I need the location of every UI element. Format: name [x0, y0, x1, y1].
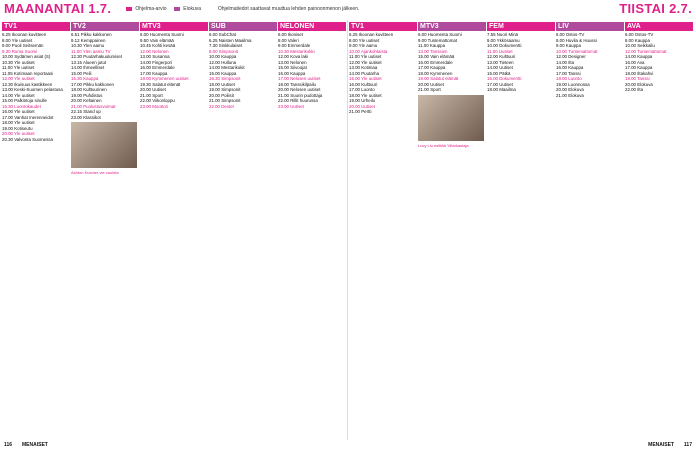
program-listing: 18.00 Kymmenen	[418, 70, 453, 76]
program-listing: 18.00 Kulttuurinen	[71, 87, 107, 92]
program-listing: 6.51 Pikku kakkonen	[71, 32, 112, 37]
channel-header: LIV	[556, 22, 624, 31]
program-listing: 19.30 Salatut elämät	[140, 81, 181, 87]
channel-header: TV1	[2, 22, 70, 31]
photo-caption: Lucy Liu esittää Ylitarkastaja	[418, 142, 469, 148]
program-listing: 10.00 Tuntemattomat	[556, 48, 598, 54]
left-brand: MENAISET	[22, 442, 48, 448]
program-listing: 14.00 Ilta	[556, 59, 575, 65]
channel-column-2	[487, 20, 555, 93]
program-listing: 19.00 Puhdistus	[71, 92, 103, 98]
program-listing: 19.00 Urheilu	[349, 98, 376, 103]
program-listing: 9.12 Kemppainen	[71, 37, 106, 43]
program-listing: 15.30 Luontokaudet	[2, 103, 41, 109]
program-listing: 12.00 Designer	[556, 54, 586, 59]
program-listing: 6.25 Ikoonan kuvitteen	[2, 32, 47, 37]
day-title-monday: MAANANTAI 1.7.	[4, 1, 112, 16]
program-listing: 11.00 Yle uutiset	[349, 54, 382, 59]
right-page-number: 117	[683, 442, 692, 448]
program-listing: 8.00 Huvila & Huussi	[556, 37, 597, 43]
page-header	[0, 0, 696, 20]
program-listing: 12.00 Hulluna	[209, 59, 237, 65]
program-listing: 17.00 Luonto	[349, 87, 375, 92]
channel-column-0	[349, 20, 417, 115]
program-listing: 9.00 Yle aamu	[349, 43, 378, 48]
program-listing: 12.00 Yle uutiset	[2, 76, 35, 81]
program-listing: 12.30 Ikuisuus kastikkeen	[2, 81, 53, 87]
program-listing: 19.00 Kotiseutu	[2, 125, 33, 131]
program-listing: 10.30 Mestarikokki	[278, 48, 315, 54]
program-listing: 10.00 Dokumentti	[487, 43, 522, 48]
program-listing: 13.00 Keski-Suomen pelastusa	[2, 87, 63, 92]
program-listing: 6.00 Ikoniset	[278, 32, 303, 37]
program-listing: 6.00 Ostos-TV	[556, 32, 585, 37]
legend-rating-label: Ohjelma-arvio	[135, 6, 167, 12]
program-listing: 10.45 Kohti kesää	[140, 43, 176, 48]
program-listing: 13.15 Alueen jutut	[71, 59, 107, 65]
day-title-tuesday: TIISTAI 2.7.	[619, 1, 692, 16]
program-listing: 18.00 Uutiset	[209, 81, 235, 87]
program-listing: 18.00 Luonto	[556, 76, 582, 81]
program-listing: 21.00 Sport	[140, 92, 163, 98]
program-listing: 17.00 Pikku kakkonen	[71, 81, 114, 87]
program-listing: 13.00 Nelonen	[278, 59, 307, 65]
program-listing: 19.00 Salatut elämät	[418, 76, 459, 81]
program-listing: 8.00 Kauppa	[625, 37, 650, 43]
program-listing: 11.00 Yle uutiset	[2, 65, 35, 70]
program-listing: 21.00 Simpsonit	[209, 98, 241, 103]
program-listing: 14.00 Kauppa	[625, 54, 653, 59]
channel-header: AVA	[625, 22, 693, 31]
program-listing: 23.00 Uutiset	[278, 103, 304, 109]
program-listing: 7.30 Sinkkulaiset	[209, 43, 243, 48]
program-listing: 20.00 Yle uutiset	[2, 131, 35, 136]
program-listing: 9.00 Puoli Seitsemän	[2, 43, 44, 48]
program-listing: 6.00 Ostos-TV	[625, 32, 654, 37]
program-listing: 16.00 Emmerdale	[140, 65, 175, 70]
program-listing: 21.00 Puolustusvoimat	[71, 103, 116, 109]
program-listing: 17.00 Vanhat merenneidot	[2, 114, 54, 120]
channel-column-3	[556, 20, 624, 98]
program-listing: 18.00 Kymmenen uutiset	[140, 76, 189, 81]
program-listing: 19.00 Luonnossa	[556, 81, 590, 87]
program-listing: 15.00 Vain elämää	[418, 54, 455, 59]
program-listing: 9.00 Ykkösaamu	[487, 37, 520, 43]
program-listing: 10.30 Yle uutiset	[2, 59, 35, 65]
program-listing: 17.00 Tanssi	[556, 70, 581, 76]
program-listing: 9.00 Kauppa	[556, 43, 581, 48]
channel-header: MTV3	[418, 22, 486, 31]
program-listing: 16.00 Kulttuuri	[349, 81, 378, 87]
left-page	[2, 20, 348, 440]
program-listing: 21.00 Sport	[418, 87, 441, 92]
program-listing: 6.00 SubChat	[209, 32, 236, 37]
program-listing: 13.00 Susanna	[140, 54, 170, 59]
channel-column-3	[209, 20, 277, 109]
program-listing: 14.00 Puutarha	[349, 70, 380, 76]
program-listing: 16.00 Kauppa	[278, 70, 306, 76]
legend-note-label: Ohjelmatiedot saattavat muuttua lehden painoonmenon jälkeen.	[217, 6, 360, 12]
program-listing: 11.05 Kotimaan reportaasi	[2, 70, 54, 76]
program-listing: 14.00 Mestarikokit	[209, 65, 245, 70]
program-listing: 22.00 Rillit huurussa	[278, 98, 318, 103]
program-listing: 20.00 Uutiset	[418, 81, 444, 87]
program-listing: 15.00 Pätkä	[487, 70, 511, 76]
program-listing: 9.00 Emmerdale	[278, 43, 311, 48]
page-footer	[0, 440, 696, 450]
program-listing: 10.30 Ylen aamu	[71, 43, 105, 48]
program-listing: 11.00 Kauppa	[418, 43, 446, 48]
program-listing: 16.30 Simpsonit	[209, 76, 241, 81]
legend-movie-label: Elokuva	[183, 6, 202, 12]
program-listing: 10.00 Seikkailu	[625, 43, 655, 48]
program-listing: 14.00 Fingerpori	[140, 59, 172, 65]
program-listing: 18.00 Yle uutiset	[349, 92, 382, 98]
program-listing: 21.00 Elokuva	[556, 92, 584, 98]
program-listing: 12.00 Kulttuuri	[487, 54, 516, 59]
program-listing: 6.25 Naisten Maailma	[209, 37, 252, 43]
program-listing: 16.00 Ava	[625, 59, 645, 65]
left-page-number: 116	[4, 442, 13, 448]
program-listing: 15.00 Peili	[71, 70, 92, 76]
program-listing: 17.00 Kauppa	[418, 65, 446, 70]
program-listing: 20.30 Valvonta Suomessa	[2, 136, 53, 142]
program-listing: 12.00 Nelonen	[140, 48, 169, 54]
program-listing: 18.00 Yle uutiset	[2, 120, 35, 125]
program-listing: 18.00 Tanssikilpailu	[278, 81, 316, 87]
program-listing: 16.00 Kauppa	[556, 65, 584, 70]
program-listing: 20.00 Uutiset	[140, 87, 166, 92]
program-listing: 17.00 Kauppa	[625, 65, 653, 70]
program-listing: 17.00 Uutiset	[487, 81, 513, 87]
program-listing: 23.00 Klassikot	[71, 114, 101, 120]
channel-column-0	[2, 20, 70, 142]
program-listing: 12.30 Puutarhakuulumiset	[71, 54, 123, 59]
program-listing: 12.00 Tuntemattomat	[625, 48, 667, 54]
program-listing: 18.00 Maailma	[487, 87, 516, 92]
channel-column-1	[418, 20, 486, 148]
legend-swatch-movie	[174, 7, 180, 11]
channel-header: FEM	[487, 22, 555, 31]
program-listing: 12.00 Kova laki	[278, 54, 309, 59]
right-brand: MENAISET	[648, 442, 674, 448]
program-listing: 9.00 Tuntemattomat	[418, 37, 458, 43]
program-listing: 15.00 Palkintoja sinulle	[2, 98, 47, 103]
channel-column-4	[625, 20, 693, 93]
legend	[120, 6, 359, 12]
channel-header: NELONEN	[278, 22, 346, 31]
program-listing: 10.00 Kauppa	[209, 54, 237, 59]
celebrity-photo	[71, 122, 137, 168]
program-listing: 15.00 Yle uutiset	[349, 76, 382, 81]
program-listing: 16.00 Emmerdale	[418, 59, 453, 65]
program-listing: 15.00 Siivoojat	[278, 65, 307, 70]
program-listing: 18.00 Iltakahvi	[625, 70, 654, 76]
program-listing: 7.55 Nuori Minä	[487, 32, 518, 37]
program-listing: 9.50 Vain elämää	[140, 37, 174, 43]
channel-header: SUB	[209, 22, 277, 31]
program-listing: 21.00 Pertti	[349, 109, 372, 114]
program-listing: 6.00 Huomenta Suomi	[418, 32, 462, 37]
program-listing: 23.00 Moottori	[140, 103, 169, 109]
program-listing: 20.00 Poliisit	[209, 92, 234, 98]
channel-column-1	[71, 20, 139, 175]
program-listing: 8.00 Simpsonit	[209, 48, 239, 54]
program-listing: 11.00 Ylen aamu TV	[71, 48, 111, 54]
program-listing: 20.00 Keltainen	[71, 98, 102, 103]
program-listing: 19.00 Tanssi	[625, 76, 650, 81]
program-listing: 16.00 Dokumentti	[487, 76, 522, 81]
program-listing: 6.00 Huomenta Suomi	[140, 32, 184, 37]
program-listing: 17.00 Kauppa	[140, 70, 168, 76]
legend-swatch-rating	[126, 7, 132, 11]
program-listing: 13.00 Tanssien	[418, 48, 448, 54]
program-listing: 14.00 Uutiset	[487, 65, 513, 70]
program-listing: 14.00 Ihmeelliset	[71, 65, 105, 70]
program-listing: 20.00 Uutiset	[349, 103, 375, 109]
program-listing: 20.00 Nelosen uutiset	[278, 87, 321, 92]
program-listing: 22.15 Stand up	[71, 109, 101, 114]
program-listing: 20.00 Elokuva	[556, 87, 584, 92]
program-listing: 14.00 Yle uutiset	[2, 92, 35, 98]
program-listing: 22.00 Viikonloppu	[140, 98, 175, 103]
program-listing: 17.00 Nelosen uutiset	[278, 76, 321, 81]
program-listing: 20.00 Elokuva	[625, 81, 653, 87]
celebrity-photo	[418, 95, 484, 141]
channel-header: TV2	[71, 22, 139, 31]
program-listing: 9.30 Ruma Suomi	[2, 48, 38, 54]
program-listing: 13.00 Tieteen	[487, 59, 514, 65]
channel-header: TV1	[349, 22, 417, 31]
photo-caption: Ashton Kutcher vie vauhtia	[71, 170, 119, 175]
program-listing: 6.25 Ikoonan kuvitteen	[349, 32, 394, 37]
program-listing: 11.00 Uutiset	[487, 48, 513, 54]
program-listing: 10.00 Sydämen asiat (S)	[2, 54, 51, 59]
program-listing: 10.00 Ajankohtaista	[349, 48, 388, 54]
program-listing: 22.00 Dexter	[209, 103, 235, 109]
program-listing: 8.00 Valeri	[278, 37, 299, 43]
right-page	[349, 20, 695, 440]
program-listing: 16.30 Kauppa	[71, 76, 99, 81]
program-listing: 19.00 Simpsonit	[209, 87, 241, 92]
program-listing: 8.00 Yle uutiset	[349, 37, 380, 43]
program-listing: 21.00 Suurin pudottaja	[278, 92, 323, 98]
program-listing: 16.00 Yle uutiset	[2, 109, 35, 114]
program-listing: 13.00 Kotimaa	[349, 65, 378, 70]
program-listing: 22.00 Ilta	[625, 87, 644, 92]
channel-column-2	[140, 20, 208, 109]
legend-swatch-note	[208, 7, 214, 11]
program-listing: 15.00 Kauppa	[209, 70, 237, 76]
channel-header: MTV3	[140, 22, 208, 31]
program-listing: 12.00 Yle uutiset	[349, 59, 382, 65]
program-listing: 8.00 Yle uutiset	[2, 37, 33, 43]
channel-column-4	[278, 20, 346, 109]
